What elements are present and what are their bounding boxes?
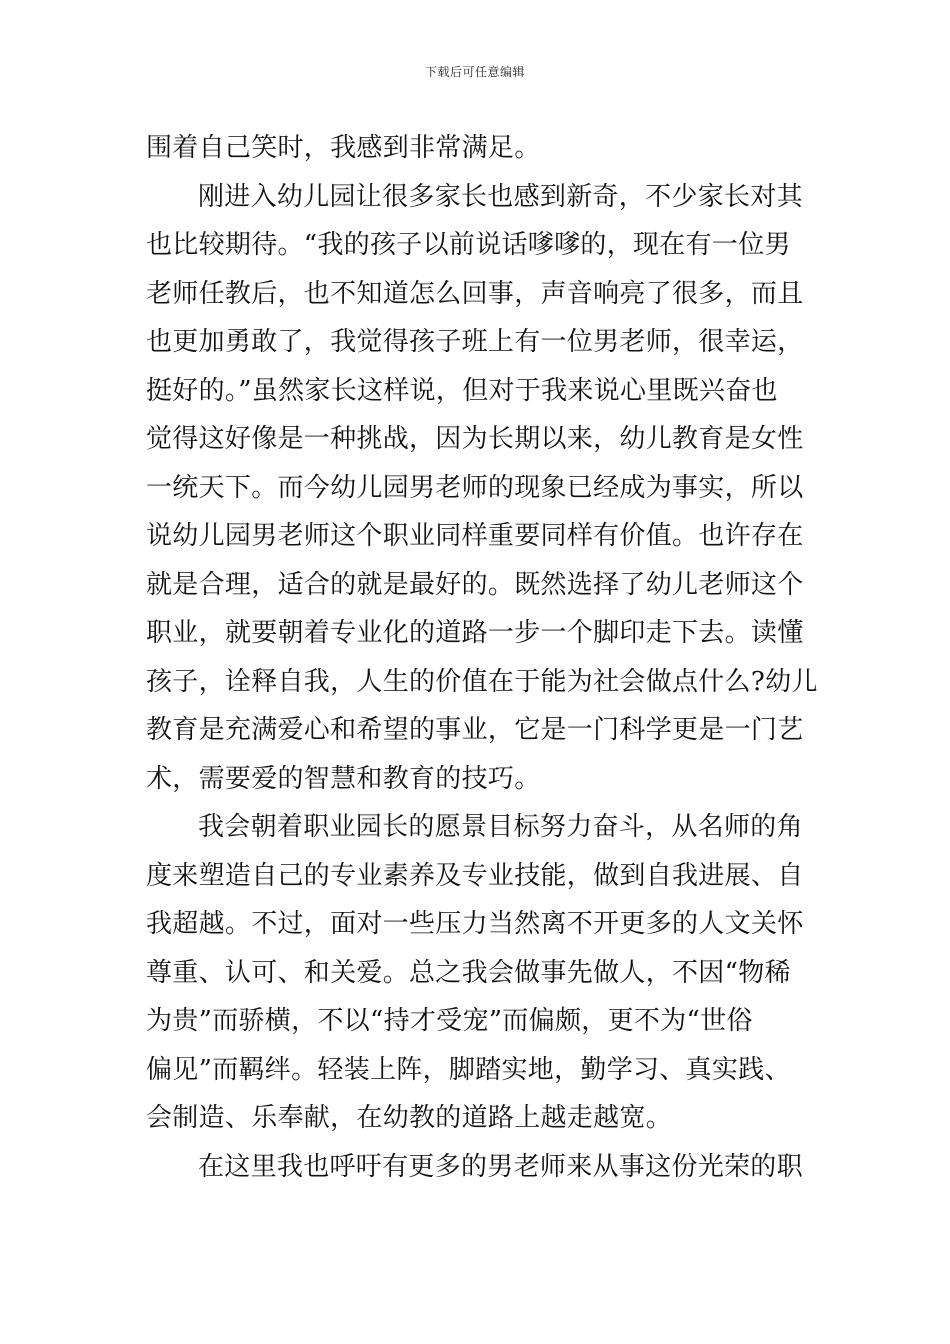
text-line: 也更加勇敢了，我觉得孩子班上有一位男老师，很幸运， <box>146 327 804 357</box>
text-line: 一统天下。而今幼儿园男老师的现象已经成为事实，所以 <box>146 472 804 503</box>
text-line: 教育是充满爱心和希望的事业，它是一门科学更是一门艺 <box>146 715 804 745</box>
text-line: 围着自己笑时，我感到非常满足。 <box>146 133 541 163</box>
text-line: 术，需要爱的智慧和教育的技巧。 <box>146 763 541 794</box>
text-line: 偏见”而羁绊。轻装上阵，脚踏实地，勤学习、真实践、 <box>146 1054 791 1085</box>
text-line: 挺好的。”虽然家长这样说，但对于我来说心里既兴奋也 <box>146 375 778 406</box>
text-line: 孩子，诠释自我，人生的价值在于能为社会做点什么?幼儿 <box>146 666 818 697</box>
text-line: 觉得这好像是一种挑战，因为长期以来，幼儿教育是女性 <box>146 424 804 454</box>
text-line: 我超越。不过，面对一些压力当然离不开更多的人文关怀 <box>146 909 804 939</box>
text-line: 也比较期待。“我的孩子以前说话嗲嗲的，现在有一位男 <box>146 230 791 260</box>
text-line: 会制造、乐奉献，在幼教的道路上越走越宽。 <box>146 1103 673 1133</box>
text-line: 就是合理，适合的就是最好的。既然选择了幼儿老师这个 <box>146 569 804 600</box>
text-line: 尊重、认可、和关爱。总之我会做事先做人，不因“物稀 <box>146 957 791 988</box>
text-line: 为贵”而骄横，不以“持才受宠”而偏颇，更不为“世俗 <box>146 1006 753 1036</box>
paragraph-start-line: 在这里我也呼吁有更多的男老师来从事这份光荣的职 <box>198 1151 803 1182</box>
text-line: 度来塑造自己的专业素养及专业技能，做到自我进展、自 <box>146 860 804 891</box>
text-line: 职业，就要朝着专业化的道路一步一个脚印走下去。读懂 <box>146 618 804 648</box>
text-line: 老师任教后，也不知道怎么回事，声音响亮了很多，而且 <box>146 278 804 309</box>
text-line: 说幼儿园男老师这个职业同样重要同样有价值。也许存在 <box>146 521 804 551</box>
paragraph-start-line: 我会朝着职业园长的愿景目标努力奋斗，从名师的角 <box>198 812 803 842</box>
page-header: 下载后可任意编辑 <box>424 65 525 79</box>
document-body <box>146 124 818 1191</box>
paragraph-start-line: 刚进入幼儿园让很多家长也感到新奇，不少家长对其 <box>198 181 803 212</box>
